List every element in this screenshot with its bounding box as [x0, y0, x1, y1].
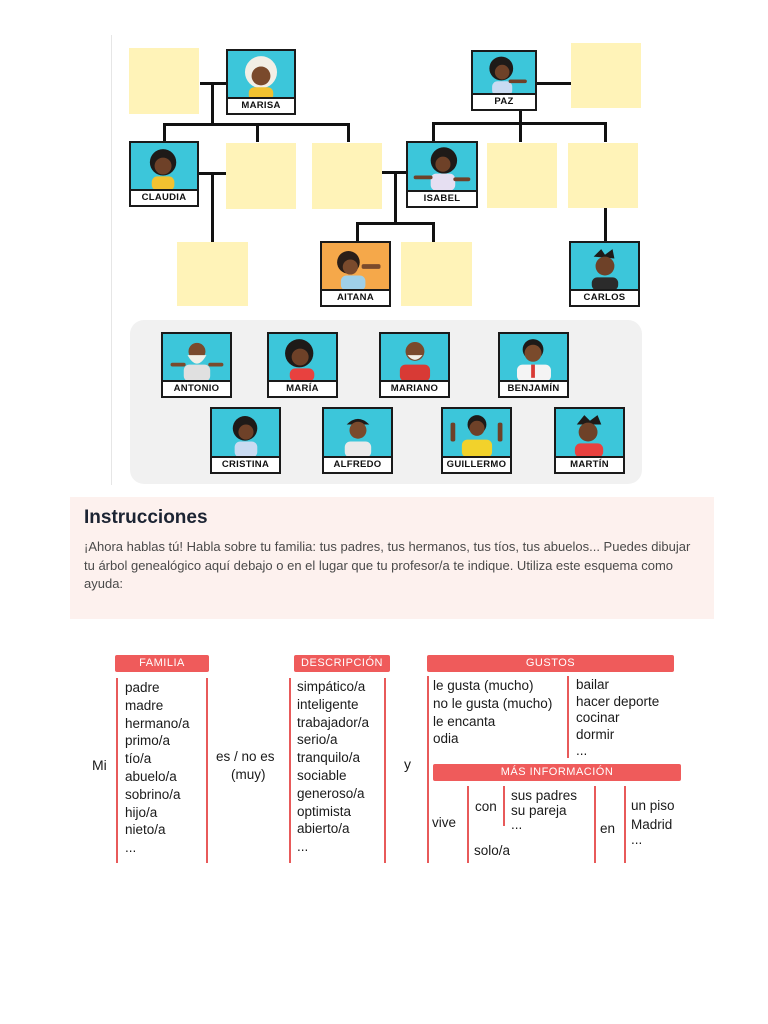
tree-line: [519, 122, 522, 142]
word-vive: vive: [432, 815, 457, 830]
list-item: tío/a: [125, 751, 152, 767]
name-label: MARTÍN: [556, 456, 623, 472]
list-item: ...: [631, 832, 643, 847]
list-item: sobrino/a: [125, 786, 181, 802]
list-item: le gusta (mucho): [433, 678, 534, 693]
portrait-benjamin[interactable]: [498, 332, 569, 398]
familia-list: [125, 679, 190, 857]
tree-line: [347, 123, 350, 142]
blank-note[interactable]: [487, 143, 557, 208]
header-descripcion: DESCRIPCIÓN: [294, 655, 390, 672]
tree-line: [432, 122, 435, 142]
list-item: generoso/a: [297, 785, 365, 801]
list-item: nieto/a: [125, 822, 166, 838]
list-item: abuelo/a: [125, 768, 177, 784]
margin-line: [111, 35, 112, 485]
list-item: no le gusta (mucho): [433, 695, 553, 711]
word-en: en: [600, 821, 616, 836]
gustos-actions: [576, 677, 659, 760]
list-item: tranquilo/a: [297, 750, 361, 766]
blank-note[interactable]: [312, 143, 382, 209]
tree-line: [211, 172, 214, 242]
verb-muy: (muy): [231, 767, 266, 782]
column-line: [567, 676, 569, 758]
blank-note[interactable]: [226, 143, 296, 209]
word-y: y: [404, 756, 411, 772]
tree-line: [211, 108, 214, 125]
list-item: bailar: [576, 677, 610, 692]
list-item: un piso: [631, 798, 675, 813]
column-line: [467, 786, 469, 863]
name-label: ANTONIO: [163, 380, 230, 396]
blank-note[interactable]: [401, 242, 472, 306]
portrait-paz: [471, 50, 537, 111]
name-label: MARISA: [228, 97, 294, 113]
instructions-box: [70, 497, 714, 619]
list-item: padre: [125, 680, 160, 695]
list-item: Madrid: [631, 817, 673, 832]
name-label: GUILLERMO: [443, 456, 510, 472]
header-mas-informacion: MÁS INFORMACIÓN: [433, 764, 681, 781]
portrait-cristina[interactable]: [210, 407, 281, 474]
list-item: su pareja: [511, 802, 567, 818]
portrait-aitana: [320, 241, 391, 307]
word-con: con: [475, 799, 497, 814]
name-label: BENJAMÍN: [500, 380, 567, 396]
portrait-maria[interactable]: [267, 332, 338, 398]
list-item: ...: [576, 743, 588, 758]
tree-line: [256, 123, 259, 142]
list-item: primo/a: [125, 733, 171, 749]
list-item: abierto/a: [297, 821, 350, 837]
instructions-title: Instrucciones: [84, 507, 208, 528]
list-item: optimista: [297, 803, 352, 819]
character-gallery: [130, 320, 642, 484]
list-item: madre: [125, 697, 164, 713]
name-label: PAZ: [473, 93, 535, 109]
header-familia: FAMILIA: [115, 655, 209, 672]
blank-note[interactable]: [571, 43, 641, 108]
name-label: CLAUDIA: [131, 189, 197, 205]
list-item: le encanta: [433, 713, 496, 729]
portrait-antonio[interactable]: [161, 332, 232, 398]
list-item: inteligente: [297, 696, 359, 712]
tree-line: [356, 222, 435, 225]
gustos-verbs: [433, 677, 552, 748]
list-item: hermano/a: [125, 715, 190, 731]
descripcion-list: [297, 678, 369, 856]
name-label: ISABEL: [408, 190, 476, 206]
word-mi: Mi: [92, 757, 107, 773]
name-label: CARLOS: [571, 289, 638, 305]
name-label: MARÍA: [269, 380, 336, 396]
list-item: hijo/a: [125, 804, 158, 820]
list-item: sociable: [297, 767, 347, 783]
portrait-martin[interactable]: [554, 407, 625, 474]
portrait-guillermo[interactable]: [441, 407, 512, 474]
portrait-alfredo[interactable]: [322, 407, 393, 474]
portrait-mariano[interactable]: [379, 332, 450, 398]
column-line: [384, 678, 386, 863]
list-item: ...: [297, 839, 309, 855]
word-solo: solo/a: [474, 843, 511, 858]
column-line: [289, 678, 291, 863]
tree-line: [356, 222, 359, 242]
list-item: ...: [125, 840, 137, 856]
list-item: trabajador/a: [297, 714, 370, 730]
column-line: [594, 786, 596, 863]
name-label: CRISTINA: [212, 456, 279, 472]
blank-note[interactable]: [568, 143, 638, 208]
column-line: [116, 678, 118, 863]
list-item: serio/a: [297, 732, 338, 748]
tree-line: [432, 222, 435, 242]
header-gustos: GUSTOS: [427, 655, 674, 672]
list-item: hacer deporte: [576, 693, 660, 709]
portrait-carlos: [569, 241, 640, 307]
en-list: [631, 796, 675, 846]
blank-note[interactable]: [177, 242, 248, 306]
tree-line: [604, 208, 607, 242]
column-line: [427, 676, 429, 863]
tree-line: [394, 171, 397, 223]
column-line: [503, 786, 505, 826]
list-item: odia: [433, 731, 459, 747]
column-line: [206, 678, 208, 863]
con-list: [511, 789, 577, 833]
blank-note[interactable]: [129, 48, 199, 114]
verb-es: es / no es: [216, 749, 275, 764]
list-item: simpático/a: [297, 679, 366, 694]
tree-line: [163, 123, 166, 142]
name-label: MARIANO: [381, 380, 448, 396]
list-item: sus padres: [511, 788, 578, 803]
name-label: ALFREDO: [324, 456, 391, 472]
portrait-claudia: [129, 141, 199, 207]
list-item: dormir: [576, 726, 615, 742]
tree-line: [537, 82, 571, 85]
column-line: [624, 786, 626, 863]
list-item: cocinar: [576, 710, 620, 725]
instructions-text: ¡Ahora hablas tú! Habla sobre tu familia: tus padres, tus hermanos, tus tíos, tus abuelos... Puedes dibujar tu árbol genealógico aquí debajo o en el lugar que tu profesor/a te indique. Utiliza este esquema como ayuda:: [84, 539, 691, 591]
portrait-isabel: [406, 141, 478, 208]
name-label: AITANA: [322, 289, 389, 305]
tree-line: [604, 122, 607, 142]
portrait-marisa: [226, 49, 296, 115]
list-item: ...: [511, 817, 523, 832]
